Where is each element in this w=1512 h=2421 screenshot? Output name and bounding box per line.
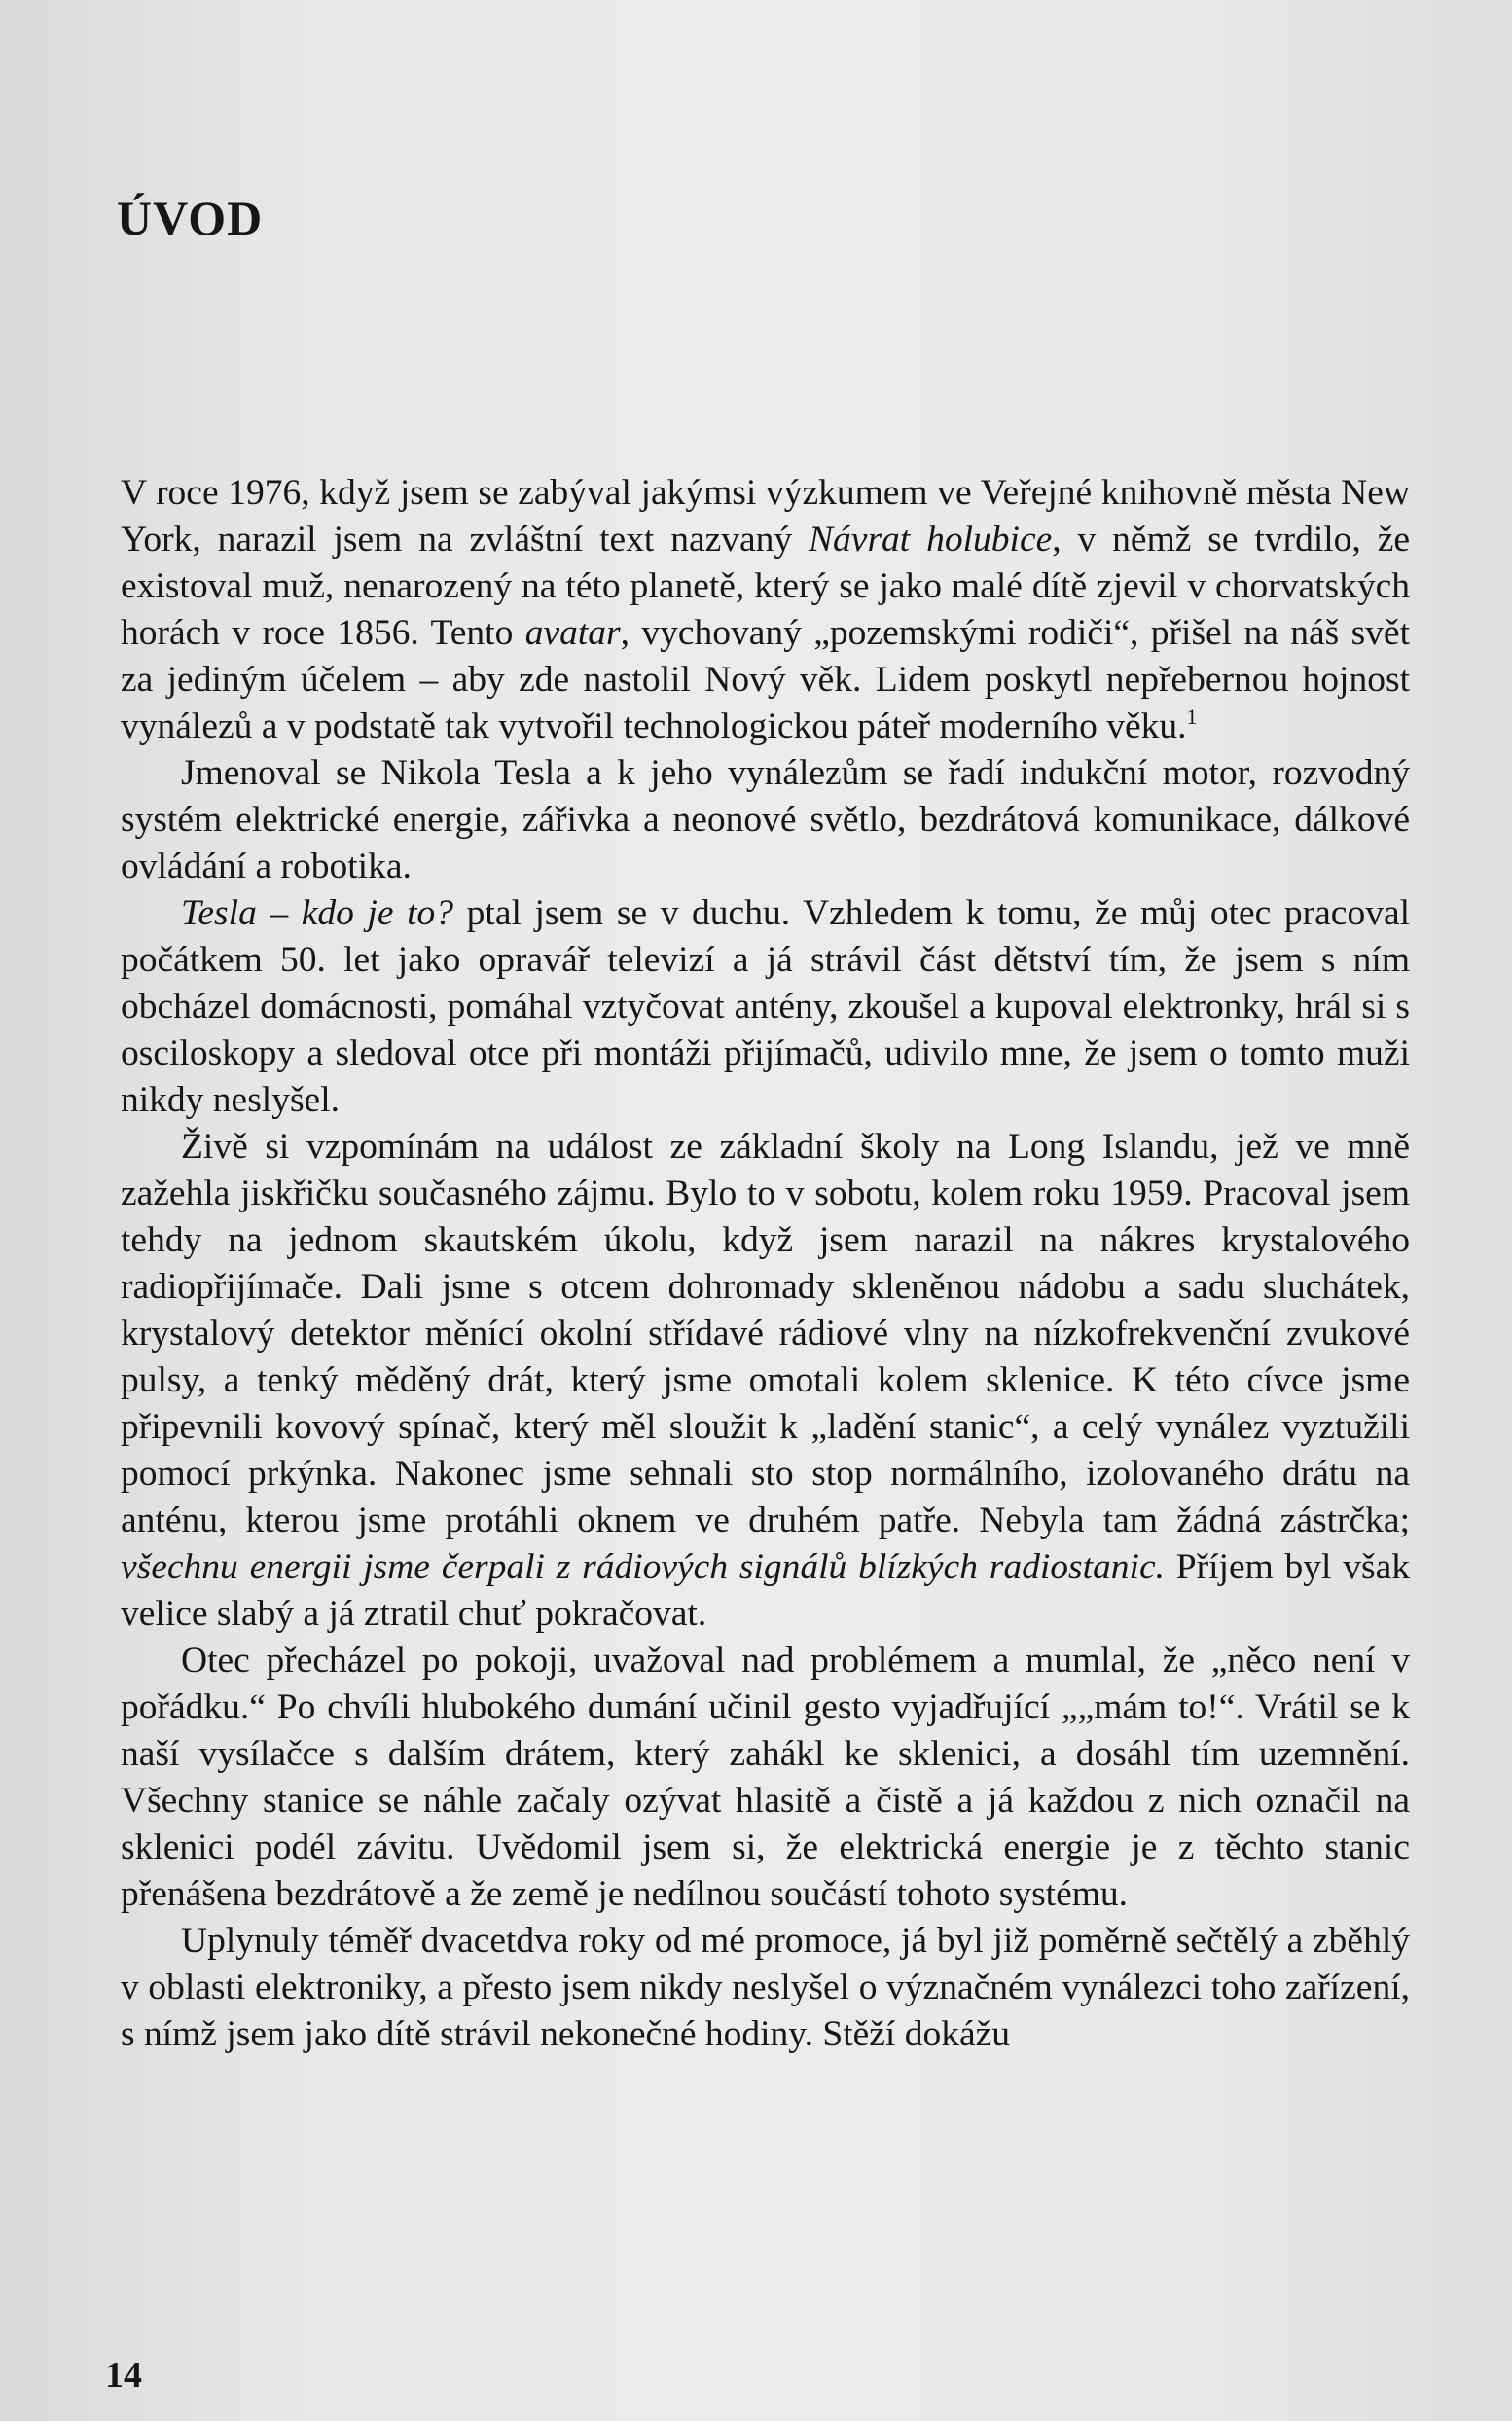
italic-text: Návrat holubice [809,520,1053,560]
text-segment: Jmenoval se Nikola Tesla a k jeho vynálezům se řadí indukční motor, rozvodný systém elektrické energie, zářivka a neonové světlo, bezdrátová komunikace, dálkové ovládání a robotika. [121,753,1410,886]
page-number: 14 [105,2355,142,2396]
body-text [121,470,1410,2058]
text-segment: , v němž se tvrdilo, že existoval muž, nenarozený na této planetě, který se jako malé dítě zjevil v chorvatských horách v roce 1856. Tento [121,520,1410,653]
italic-text: avatar [524,613,621,653]
text-segment: Uplynuly téměř dvacetdva roky od mé promoce, já byl již poměrně sečtělý a zběhlý v oblasti elektroniky, a přesto jsem nikdy neslyšel o význačném vynálezci toho zařízení, s nímž jsem jako dítě strávil nekonečné hodiny. Stěží dokážu [121,1921,1410,2054]
footnote-reference: 1 [1186,705,1198,729]
italic-text: Tesla – kdo je to? [181,893,454,933]
paragraph [121,890,1410,1124]
paragraph [121,750,1410,890]
text-segment: Příjem byl však velice slabý a já ztratil chuť pokračovat. [121,1547,1411,1634]
paragraph [121,1124,1410,1638]
chapter-title: ÚVOD [117,191,264,245]
text-segment: , vychovaný „pozemskými rodiči“, přišel na náš svět za jediným účelem – aby zde nastolil Nový věk. Lidem poskytl nepřebernou hojnost vynálezů a v podstatě tak vytvořil technologickou páteř moderního věku. [121,613,1410,746]
italic-text: všechnu energii jsme čerpali z rádiových signálů blízkých radiostanic. [121,1547,1165,1587]
paragraph [121,1918,1410,2058]
text-segment: Otec přecházel po pokoji, uvažoval nad problémem a mumlal, že „něco není v pořádku.“ Po chvíli hlubokého dumání učinil gesto vyjadřující „„mám to!“. Vrátil se k naší vysílačce s dalším drátem, který zahákl ke sklenici, a dosáhl tím uzemnění. Všechny stanice se náhle začaly ozývat hlasitě a čistě a já každou z nich označil na sklenici podél závitu. Uvědomil jsem si, že elektrická energie je z těchto stanic přenášena bezdrátově a že země je nedílnou součástí tohoto systému. [121,1641,1410,1914]
text-segment: Živě si vzpomínám na událost ze základní školy na Long Islandu, jež ve mně zažehla jiskřičku současného zájmu. Bylo to v sobotu, kolem roku 1959. Pracoval jsem tehdy na jednom skautském úkolu, když jsem narazil na nákres krystalového radiopřijímače. Dali jsme s otcem dohromady skleněnou nádobu a sadu sluchátek, krystalový detektor měnící okolní střídavé rádiové vlny na nízkofrekvenční zvukové pulsy, a tenký měděný drát, který jsme omotali kolem sklenice. K této cívce jsme připevnili kovový spínač, který měl sloužit k „ladění stanic“, a celý vynález vyztužili pomocí prkýnka. Nakonec jsme sehnali sto stop normálního, izolovaného drátu na anténu, kterou jsme protáhli oknem ve druhém patře. Nebyla tam žádná zástrčka; [121,1127,1410,1540]
text-segment: ptal jsem se v duchu. Vzhledem k tomu, že můj otec pracoval počátkem 50. let jako opravář televizí a já strávil část dětství tím, že jsem s ním obcházel domácnosti, pomáhal vztyčovat antény, zkoušel a kupoval elektronky, hrál si s osciloskopy a sledoval otce při montáži přijímačů, udivilo mne, že jsem o tomto muži nikdy neslyšel. [121,893,1411,1120]
paragraph [121,470,1410,750]
text-segment: V roce 1976, když jsem se zabýval jakýmsi výzkumem ve Veřejné knihovně města New York, narazil jsem na zvláštní text nazvaný [121,473,1410,560]
paragraph [121,1638,1410,1918]
